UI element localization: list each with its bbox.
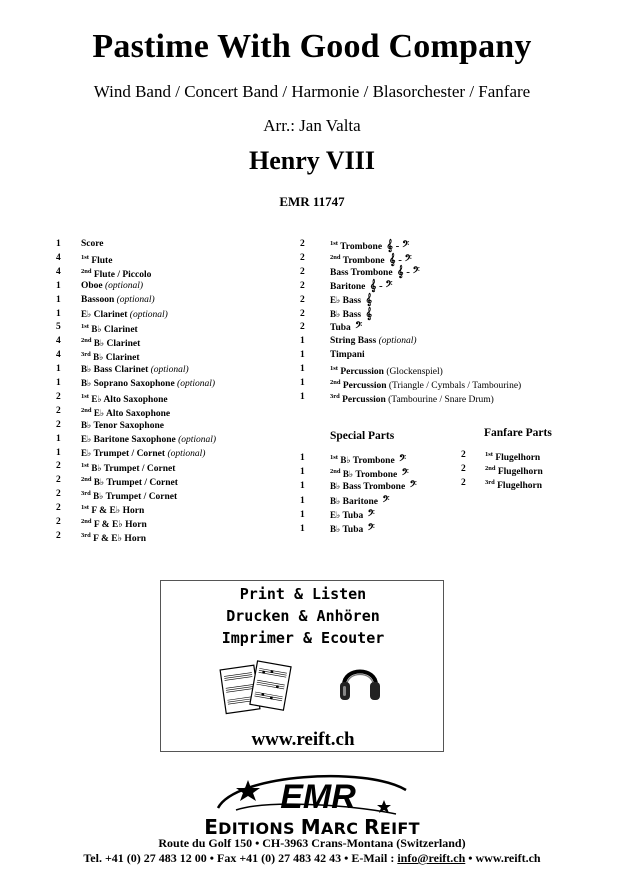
part-quantity: 2 xyxy=(461,478,466,488)
part-quantity: 1 xyxy=(56,364,61,375)
part-key: E♭ xyxy=(81,447,92,458)
part-number: 3rd xyxy=(81,351,91,359)
part-optional: (optional) xyxy=(178,434,217,445)
part-quantity: 1 xyxy=(300,350,305,361)
part-key: B♭ xyxy=(330,495,341,506)
clef-icon: 𝄢 xyxy=(409,480,417,493)
part-quantity: 1 xyxy=(300,378,305,388)
promo-line-french: Imprimer & Ecouter xyxy=(221,629,385,647)
part-label: Flute / Piccolo xyxy=(93,269,152,280)
part-optional: (optional) xyxy=(105,280,144,291)
clef-icon: 𝄢 xyxy=(382,494,390,507)
ensemble-subtitle: Wind Band / Concert Band / Harmonie / Blasorchester / Fanfare xyxy=(93,82,531,101)
clef-icon: 𝄞 - 𝄢 xyxy=(369,279,393,292)
part-label: Clarinet xyxy=(105,353,140,364)
part-quantity: 1 xyxy=(56,308,61,319)
part-optional: (optional) xyxy=(177,379,216,389)
part-name xyxy=(330,293,372,308)
part-key: B♭ xyxy=(330,524,341,534)
part-number: 2nd xyxy=(330,379,341,386)
part-label: Tuba xyxy=(330,323,351,334)
part-key: E♭ xyxy=(330,509,341,520)
fanfare-parts-heading: Fanfare Parts xyxy=(484,427,552,439)
clef-icon: 𝄢 xyxy=(355,321,363,334)
part-number: 1st xyxy=(81,462,89,470)
part-quantity: 2 xyxy=(300,266,305,277)
part-quantity: 1 xyxy=(56,239,61,249)
part-key: B♭ xyxy=(330,481,341,492)
part-key: B♭ xyxy=(330,308,341,319)
part-detail: (Triangle / Cymbals / Tambourine) xyxy=(388,381,522,391)
part-name xyxy=(330,479,417,494)
part-key: B♭ xyxy=(342,469,354,480)
part-name xyxy=(330,334,417,348)
part-label: Flugelhorn xyxy=(497,467,543,477)
print-listen-box[interactable] xyxy=(160,580,444,752)
part-number: 1st xyxy=(81,392,89,400)
part-label: Trumpet / Cornet xyxy=(93,448,166,459)
clef-icon: 𝄞 - 𝄢 xyxy=(388,253,412,266)
promo-line-english: Print & Listen xyxy=(239,585,367,603)
part-label: Baritone xyxy=(342,496,378,507)
part-quantity: 2 xyxy=(56,461,61,472)
part-quantity: 1 xyxy=(300,364,305,375)
part-label: F & E♭ Horn xyxy=(93,520,147,530)
promo-line-german: Drucken & Anhören xyxy=(226,607,380,625)
part-label: Clarinet xyxy=(106,339,141,350)
part-label: Tenor Saxophone xyxy=(93,420,164,431)
part-name xyxy=(330,348,365,362)
part-quantity: 4 xyxy=(56,350,61,361)
part-label: Flugelhorn xyxy=(495,453,541,463)
part-name xyxy=(81,529,146,546)
part-number: 2nd xyxy=(485,465,496,472)
clef-icon: 𝄢 xyxy=(367,508,375,521)
part-number: 1st xyxy=(81,323,89,331)
part-label: Bass xyxy=(342,309,362,320)
part-quantity: 2 xyxy=(56,489,61,500)
email-link[interactable]: info@reift.ch xyxy=(397,851,466,865)
part-key: E♭ xyxy=(91,393,102,404)
part-name xyxy=(81,362,189,377)
part-name xyxy=(81,293,155,307)
part-key: E♭ xyxy=(81,433,92,444)
part-number: 3rd xyxy=(485,479,495,486)
part-label: Clarinet xyxy=(93,309,128,320)
part-number: 1st xyxy=(330,365,338,373)
part-key: B♭ xyxy=(93,338,105,349)
part-quantity: 1 xyxy=(56,280,61,291)
clef-icon: 𝄞 xyxy=(365,307,372,320)
part-label: F & E♭ Horn xyxy=(91,506,145,517)
publisher-name: EDITIONS MARC REIFT xyxy=(204,815,420,839)
part-quantity: 2 xyxy=(300,280,305,291)
part-quantity: 1 xyxy=(300,524,305,534)
part-quantity: 2 xyxy=(300,239,305,249)
part-label: Tuba xyxy=(342,510,364,521)
part-number: 1st xyxy=(330,454,338,461)
part-number: 2nd xyxy=(81,518,92,525)
part-quantity: 1 xyxy=(300,453,305,463)
part-quantity: 2 xyxy=(56,391,61,402)
part-optional: (optional) xyxy=(167,448,206,459)
part-name xyxy=(330,390,494,407)
part-key: B♭ xyxy=(91,463,102,474)
clef-icon: 𝄞 - 𝄢 xyxy=(396,265,420,278)
part-quantity: 1 xyxy=(300,495,305,506)
clef-icon: 𝄞 xyxy=(365,293,372,306)
part-quantity: 2 xyxy=(461,464,466,474)
page-title: Pastime With Good Company xyxy=(92,28,532,65)
part-label: Percussion xyxy=(342,381,387,391)
part-optional: (optional) xyxy=(378,336,417,347)
part-key: B♭ xyxy=(93,491,104,502)
part-quantity: 2 xyxy=(300,322,305,333)
sheet-music-icon xyxy=(217,657,297,719)
part-key: B♭ xyxy=(81,419,92,430)
part-quantity: 2 xyxy=(56,419,61,430)
part-label: Baritone xyxy=(330,281,366,292)
part-quantity: 2 xyxy=(300,308,305,319)
part-label: Trumpet / Cornet xyxy=(105,492,178,503)
clef-icon: 𝄞 - 𝄢 xyxy=(386,240,410,252)
part-number: 1st xyxy=(330,240,338,247)
part-label: Score xyxy=(81,239,104,249)
part-name xyxy=(81,279,143,293)
special-parts-heading: Special Parts xyxy=(330,430,395,442)
part-label: Oboe xyxy=(81,280,103,291)
part-key: E♭ xyxy=(81,308,92,319)
emr-logo-text: EMR xyxy=(280,778,356,816)
part-quantity: 1 xyxy=(56,294,61,305)
part-label: Alto Saxophone xyxy=(105,408,171,419)
part-quantity: 1 xyxy=(300,336,305,347)
clef-icon: 𝄢 xyxy=(367,523,375,535)
part-quantity: 2 xyxy=(56,503,61,514)
part-name xyxy=(81,432,216,447)
part-label: Trombone xyxy=(355,470,398,481)
part-name xyxy=(330,320,362,335)
part-label: Alto Saxophone xyxy=(103,394,168,405)
part-number: 2nd xyxy=(330,253,341,261)
part-number: 1st xyxy=(81,253,89,261)
clef-icon: 𝄢 xyxy=(401,468,409,481)
part-key: B♭ xyxy=(81,378,92,388)
part-label: Percussion xyxy=(340,367,384,378)
part-key: E♭ xyxy=(93,407,105,418)
part-name xyxy=(485,476,542,493)
part-name xyxy=(330,265,420,280)
part-label: Bass Clarinet xyxy=(93,365,149,376)
part-quantity: 4 xyxy=(56,266,61,277)
part-number: 2nd xyxy=(81,476,92,484)
part-quantity: 1 xyxy=(300,391,305,402)
part-name xyxy=(330,279,392,294)
publisher-address: Route du Golf 150 • CH-3963 Crans-Montana (Switzerland) xyxy=(158,836,466,850)
part-key: B♭ xyxy=(93,352,104,363)
part-label: Flute xyxy=(91,255,113,266)
part-name xyxy=(330,307,372,322)
part-number: 2nd xyxy=(81,337,92,345)
part-label: Baritone Saxophone xyxy=(93,434,176,445)
part-detail: (Tambourine / Snare Drum) xyxy=(388,394,494,405)
part-detail: (Glockenspiel) xyxy=(386,367,443,378)
part-number: 3rd xyxy=(330,392,340,400)
part-label: Bass Trombone xyxy=(342,482,406,493)
part-quantity: 5 xyxy=(56,322,61,333)
part-quantity: 2 xyxy=(56,405,61,416)
part-quantity: 1 xyxy=(56,433,61,444)
part-quantity: 1 xyxy=(56,447,61,458)
part-number: 2nd xyxy=(81,267,92,275)
part-label: Trombone xyxy=(342,255,385,266)
part-quantity: 1 xyxy=(56,378,61,388)
part-name xyxy=(81,376,215,391)
part-key: B♭ xyxy=(93,477,105,488)
part-label: Percussion xyxy=(342,394,386,405)
part-label: Trombone xyxy=(340,242,383,252)
part-quantity: 4 xyxy=(56,252,61,263)
part-label: Bass Trombone xyxy=(330,267,393,278)
part-number: 3rd xyxy=(81,490,91,498)
part-label: Tuba xyxy=(342,525,364,535)
part-optional: (optional) xyxy=(150,365,189,376)
part-quantity: 1 xyxy=(300,509,305,520)
part-number: 2nd xyxy=(330,468,341,476)
part-label: Clarinet xyxy=(103,325,138,336)
part-optional: (optional) xyxy=(129,309,168,320)
part-quantity: 2 xyxy=(461,450,466,460)
part-number: 3rd xyxy=(81,531,91,539)
part-quantity: 2 xyxy=(56,517,61,527)
part-optional: (optional) xyxy=(116,294,155,305)
part-label: Trombone xyxy=(352,456,395,466)
part-label: Soprano Saxophone xyxy=(93,379,175,389)
part-label: Flugelhorn xyxy=(497,481,542,491)
part-key: B♭ xyxy=(91,324,102,335)
part-number: 2nd xyxy=(81,406,92,414)
part-quantity: 1 xyxy=(300,467,305,478)
part-quantity: 4 xyxy=(56,336,61,347)
edition-number: EMR 11747 xyxy=(279,194,345,209)
emr-logo xyxy=(206,770,420,818)
clef-icon: 𝄢 xyxy=(399,454,407,466)
part-label: String Bass xyxy=(330,336,377,347)
part-quantity: 2 xyxy=(56,475,61,486)
part-key: B♭ xyxy=(81,364,92,375)
part-name xyxy=(81,446,205,461)
part-quantity: 2 xyxy=(300,294,305,305)
arranger-credit: Arr.: Jan Valta xyxy=(263,116,361,135)
part-name xyxy=(81,307,168,322)
part-label: Trumpet / Cornet xyxy=(106,478,178,489)
website-link[interactable]: www.reift.ch xyxy=(251,729,355,750)
composer-name: Henry VIII xyxy=(249,146,375,175)
publisher-contact: Tel. +41 (0) 27 483 12 00 • Fax +41 (0) 27 483 42 43 • E-Mail : info@reift.ch • www.reift.ch xyxy=(83,851,541,865)
part-label: Bassoon xyxy=(81,294,115,305)
part-name xyxy=(330,522,375,537)
part-key: B♭ xyxy=(340,455,351,465)
part-quantity: 2 xyxy=(56,530,61,541)
part-number: 1st xyxy=(81,504,89,512)
part-key: E♭ xyxy=(330,294,341,305)
part-label: F & E♭ Horn xyxy=(93,533,147,544)
part-label: Trumpet / Cornet xyxy=(103,464,176,475)
part-number: 1st xyxy=(485,451,493,458)
part-name xyxy=(330,508,375,523)
part-quantity: 1 xyxy=(300,481,305,492)
headphones-icon xyxy=(337,657,383,705)
part-quantity: 2 xyxy=(300,252,305,263)
part-label: Timpani xyxy=(330,350,365,361)
part-name xyxy=(81,418,164,433)
part-label: Bass xyxy=(342,295,362,306)
part-name xyxy=(330,494,389,509)
part-name xyxy=(81,237,104,251)
